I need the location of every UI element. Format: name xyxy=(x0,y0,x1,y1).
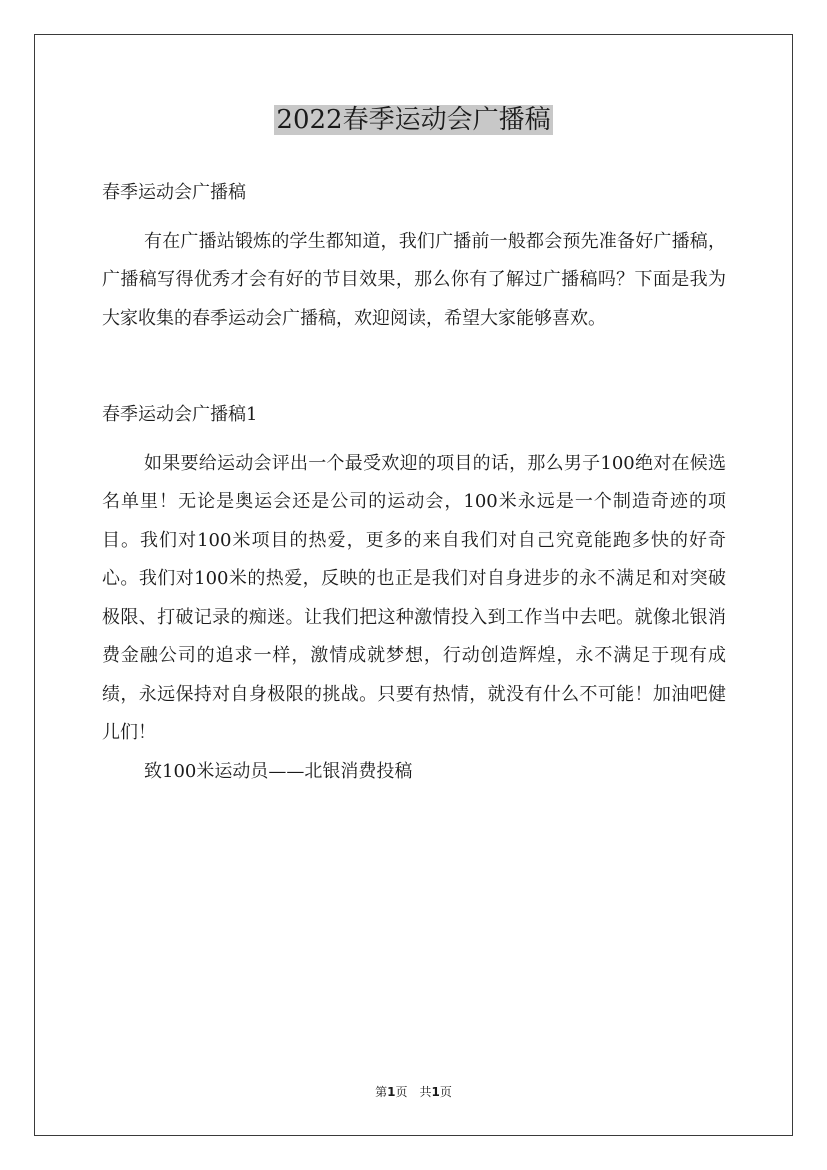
section-paragraph: 如果要给运动会评出一个最受欢迎的项目的话，那么男子100绝对在候选名单里！无论是奥运会还是公司的运动会，100米永远是一个制造奇迹的项目。我们对100米项目的热爱，更多的来自我们对自己究竟能跑多快的好奇心。我们对100米的热爱，反映的也正是我们对自身进步的永不满足和对突破极限、打破记录的痴迷。让我们把这种激情投入到工作当中去吧。就像北银消费金融公司的追求一样，激情成就梦想，行动创造辉煌，永不满足于现有成绩，永远保持对自身极限的挑战。只要有热情，就没有什么不可能！加油吧健儿们！ xyxy=(102,452,726,743)
document-title-text: 2022春季运动会广播稿 xyxy=(276,105,551,135)
section-heading: 春季运动会广播稿1 xyxy=(102,404,258,425)
page-current: 1 xyxy=(387,1085,396,1099)
page-suffix: 页 xyxy=(439,1085,452,1099)
document-body xyxy=(102,174,726,791)
spacer xyxy=(102,338,726,396)
page-prefix: 第 xyxy=(375,1085,388,1099)
page-mid: 页 共 xyxy=(395,1085,432,1099)
document-title xyxy=(0,100,827,140)
page-footer xyxy=(0,1083,827,1101)
intro-heading: 春季运动会广播稿 xyxy=(102,182,246,203)
spacer xyxy=(102,435,726,445)
spacer xyxy=(102,213,726,223)
signature-line: 致100米运动员——北银消费投稿 xyxy=(144,760,413,782)
page-total: 1 xyxy=(431,1085,440,1099)
intro-paragraph: 有在广播站锻炼的学生都知道，我们广播前一般都会预先准备好广播稿，广播稿写得优秀才会有好的节目效果，那么你有了解过广播稿吗？下面是我为大家收集的春季运动会广播稿，欢迎阅读，希望大家能够喜欢。 xyxy=(102,230,726,329)
